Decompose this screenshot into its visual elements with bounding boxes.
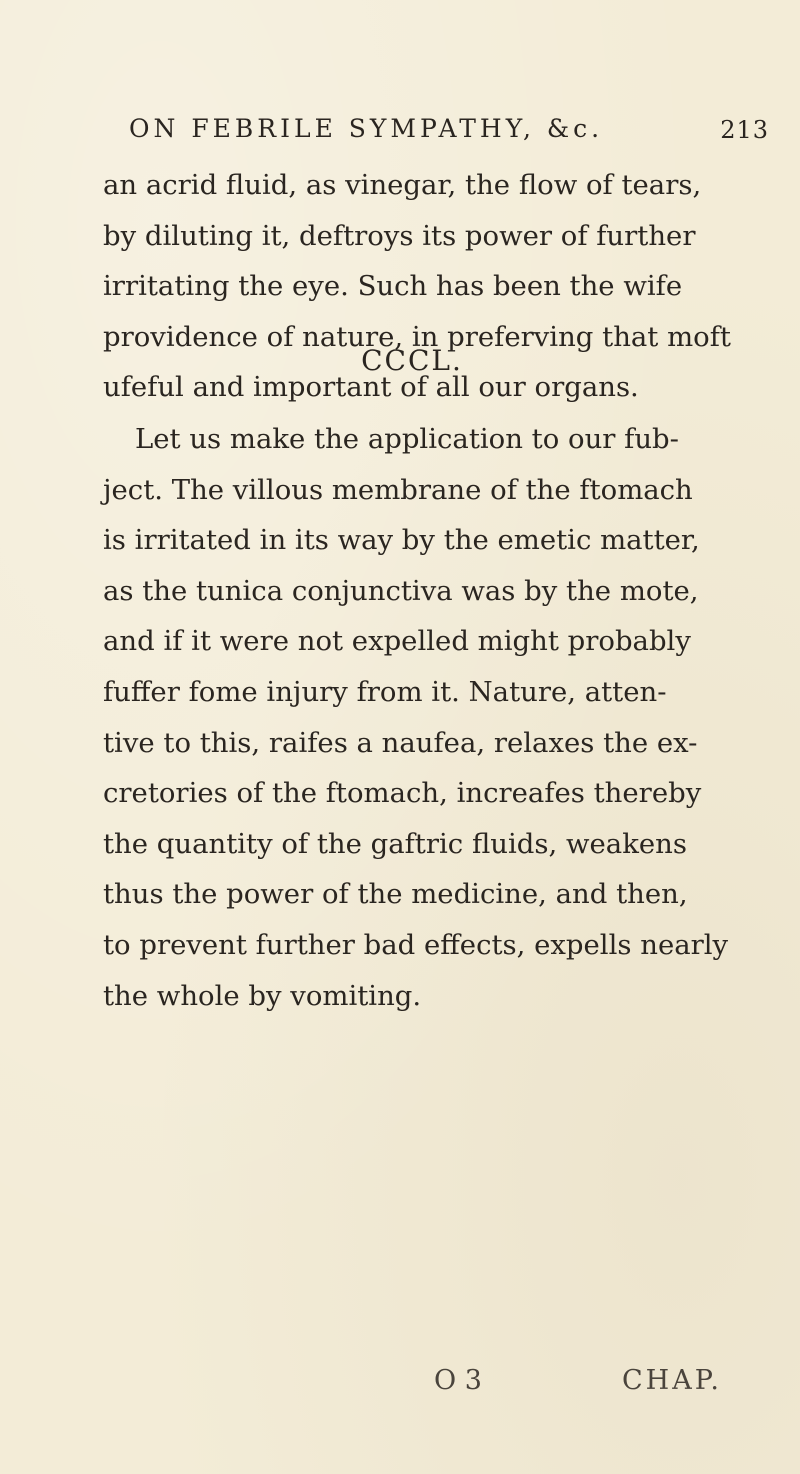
text-line: ufeful and important of all our organs. [103, 371, 639, 404]
section-heading: CCCL. [361, 344, 463, 377]
catchword: CHAP. [622, 1365, 722, 1396]
text-line: as the tunica conjunctiva was by the mote, [103, 574, 699, 607]
signature-mark: O 3 [434, 1365, 482, 1396]
text-line: irritating the eye. Such has been the wife [103, 270, 683, 303]
text-line: to prevent further bad effects, expells nearly [103, 928, 729, 961]
text-line: and if it were not expelled might probably [103, 625, 691, 658]
text-line: thus the power of the medicine, and then, [103, 878, 688, 911]
text-line: cretories of the ftomach, increafes thereby [103, 777, 702, 810]
text-line: ject. The villous membrane of the ftomach [103, 473, 693, 506]
text-line: tive to this, raifes a naufea, relaxes the ex- [103, 726, 698, 759]
text-line: the quantity of the gaftric fluids, weakens [103, 827, 687, 860]
running-head-title: ON FEBRILE SYMPATHY, &c. [129, 114, 604, 143]
running-head [129, 114, 769, 154]
page-number: 213 [720, 116, 769, 144]
text-line: is irritated in its way by the emetic matter, [103, 524, 700, 557]
text-line: providence of nature, in preferving that moft [103, 320, 731, 353]
text-line: fuffer fome injury from it. Nature, atten- [103, 675, 667, 708]
text-line: an acrid fluid, as vinegar, the flow of tears, [103, 169, 702, 201]
page-footer [0, 1365, 800, 1405]
paragraph-2 [103, 414, 763, 1021]
text-line: the whole by vomiting. [103, 979, 422, 1012]
text-line: by diluting it, deftroys its power of further [103, 219, 696, 252]
text-line: Let us make the application to our fub- [135, 423, 679, 455]
